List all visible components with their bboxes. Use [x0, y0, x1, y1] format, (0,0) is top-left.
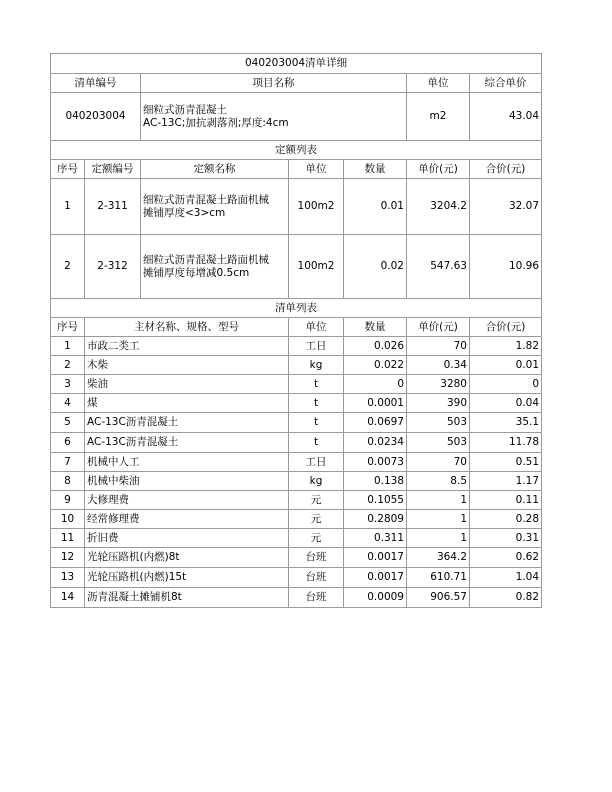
material-unit: t: [289, 375, 344, 394]
material-qty: 0.022: [344, 356, 407, 375]
quota-total: 10.96: [470, 235, 542, 299]
material-name: 机械中柴油: [85, 472, 289, 491]
bill-row: [51, 93, 542, 141]
material-unit: t: [289, 413, 344, 433]
material-unit: 台班: [289, 568, 344, 588]
materials-header-name: 主材名称、规格、型号: [85, 318, 289, 337]
quota-price: 547.63: [407, 235, 470, 299]
material-qty: 0: [344, 375, 407, 394]
material-unit: t: [289, 433, 344, 453]
material-qty: 0.0001: [344, 394, 407, 413]
materials-header-unit: 单位: [289, 318, 344, 337]
material-row: [51, 568, 542, 588]
material-unit: t: [289, 394, 344, 413]
material-name: 沥青混凝土摊铺机8t: [85, 588, 289, 608]
material-name: 煤: [85, 394, 289, 413]
material-total: 0.31: [470, 529, 542, 548]
material-no: 4: [51, 394, 85, 413]
material-row: [51, 491, 542, 510]
material-total: 1.04: [470, 568, 542, 588]
material-total: 35.1: [470, 413, 542, 433]
bill-name-line2: AC-13C;加抗剥落剂;厚度:4cm: [143, 116, 289, 129]
material-row: [51, 510, 542, 529]
material-price: 70: [407, 337, 470, 356]
quota-name-line1: 细粒式沥青混凝土路面机械: [143, 253, 269, 266]
quota-name-line1: 细粒式沥青混凝土路面机械: [143, 193, 269, 206]
material-unit: 元: [289, 491, 344, 510]
material-price: 503: [407, 433, 470, 453]
material-qty: 0.1055: [344, 491, 407, 510]
quota-name: [141, 179, 289, 235]
material-no: 7: [51, 453, 85, 472]
material-name: 折旧费: [85, 529, 289, 548]
quota-no: 2: [51, 235, 85, 299]
material-row: [51, 548, 542, 568]
material-unit: 元: [289, 529, 344, 548]
material-row: [51, 413, 542, 433]
material-qty: 0.0017: [344, 568, 407, 588]
material-name: 光轮压路机(内燃)15t: [85, 568, 289, 588]
material-unit: 工日: [289, 453, 344, 472]
quota-unit: 100m2: [289, 179, 344, 235]
material-name: 经常修理费: [85, 510, 289, 529]
sheet-title: 040203004清单详细: [51, 54, 542, 74]
quota-header-unit: 单位: [289, 160, 344, 179]
materials-header-price: 单价(元): [407, 318, 470, 337]
material-unit: 台班: [289, 548, 344, 568]
quota-header-code: 定额编号: [85, 160, 141, 179]
quota-header-name: 定额名称: [141, 160, 289, 179]
material-total: 0.62: [470, 548, 542, 568]
material-no: 14: [51, 588, 85, 608]
bill-header-row: [51, 74, 542, 93]
bill-detail-table: [50, 53, 542, 608]
material-unit: 台班: [289, 588, 344, 608]
quota-code: 2-311: [85, 179, 141, 235]
material-name: AC-13C沥青混凝土: [85, 433, 289, 453]
material-total: 0.82: [470, 588, 542, 608]
material-name: 柴油: [85, 375, 289, 394]
quota-section-title: 定额列表: [51, 141, 542, 160]
quota-header-row: [51, 160, 542, 179]
material-price: 1: [407, 510, 470, 529]
material-no: 12: [51, 548, 85, 568]
materials-header-no: 序号: [51, 318, 85, 337]
material-name: 机械中人工: [85, 453, 289, 472]
material-qty: 0.2809: [344, 510, 407, 529]
material-row: [51, 337, 542, 356]
material-total: 0.51: [470, 453, 542, 472]
bill-header-unit: 单位: [407, 74, 470, 93]
material-row: [51, 588, 542, 608]
material-price: 0.34: [407, 356, 470, 375]
material-unit: kg: [289, 356, 344, 375]
quota-header-price: 单价(元): [407, 160, 470, 179]
quota-header-total: 合价(元): [470, 160, 542, 179]
quota-unit: 100m2: [289, 235, 344, 299]
materials-header-qty: 数量: [344, 318, 407, 337]
material-no: 6: [51, 433, 85, 453]
quota-name-line2: 摊铺厚度每增减0.5cm: [143, 266, 250, 279]
quota-code: 2-312: [85, 235, 141, 299]
material-total: 1.82: [470, 337, 542, 356]
material-qty: 0.026: [344, 337, 407, 356]
material-qty: 0.0017: [344, 548, 407, 568]
material-name: 木柴: [85, 356, 289, 375]
material-name: 市政二类工: [85, 337, 289, 356]
material-qty: 0.0234: [344, 433, 407, 453]
material-row: [51, 453, 542, 472]
bill-price: 43.04: [470, 93, 542, 141]
quota-header-no: 序号: [51, 160, 85, 179]
quota-total: 32.07: [470, 179, 542, 235]
material-qty: 0.311: [344, 529, 407, 548]
material-qty: 0.0073: [344, 453, 407, 472]
material-no: 13: [51, 568, 85, 588]
material-price: 3280: [407, 375, 470, 394]
material-name: 大修理费: [85, 491, 289, 510]
material-total: 0.01: [470, 356, 542, 375]
material-price: 390: [407, 394, 470, 413]
materials-header-total: 合价(元): [470, 318, 542, 337]
material-unit: kg: [289, 472, 344, 491]
material-total: 0.11: [470, 491, 542, 510]
bill-code: 040203004: [51, 93, 141, 141]
material-price: 1: [407, 491, 470, 510]
quota-header-qty: 数量: [344, 160, 407, 179]
material-row: [51, 375, 542, 394]
material-row: [51, 433, 542, 453]
material-row: [51, 472, 542, 491]
bill-header-code: 清单编号: [51, 74, 141, 93]
material-no: 2: [51, 356, 85, 375]
material-price: 503: [407, 413, 470, 433]
material-price: 1: [407, 529, 470, 548]
material-no: 9: [51, 491, 85, 510]
quota-row: [51, 235, 542, 299]
material-name: 光轮压路机(内燃)8t: [85, 548, 289, 568]
material-qty: 0.0697: [344, 413, 407, 433]
material-unit: 元: [289, 510, 344, 529]
quota-name-line2: 摊铺厚度<3>cm: [143, 206, 226, 219]
material-qty: 0.0009: [344, 588, 407, 608]
bill-name-line1: 细粒式沥青混凝土: [143, 103, 227, 116]
material-total: 0: [470, 375, 542, 394]
material-no: 5: [51, 413, 85, 433]
material-row: [51, 529, 542, 548]
quota-row: [51, 179, 542, 235]
quota-qty: 0.02: [344, 235, 407, 299]
material-total: 11.78: [470, 433, 542, 453]
bill-header-price: 综合单价: [470, 74, 542, 93]
material-no: 8: [51, 472, 85, 491]
quota-qty: 0.01: [344, 179, 407, 235]
quota-price: 3204.2: [407, 179, 470, 235]
material-price: 70: [407, 453, 470, 472]
materials-section-title: 清单列表: [51, 299, 542, 318]
quota-name: [141, 235, 289, 299]
material-total: 0.04: [470, 394, 542, 413]
material-row: [51, 356, 542, 375]
material-name: AC-13C沥青混凝土: [85, 413, 289, 433]
material-unit: 工日: [289, 337, 344, 356]
material-qty: 0.138: [344, 472, 407, 491]
material-price: 906.57: [407, 588, 470, 608]
material-total: 1.17: [470, 472, 542, 491]
material-no: 3: [51, 375, 85, 394]
materials-header-row: [51, 318, 542, 337]
bill-name: [141, 93, 407, 141]
bill-unit: m2: [407, 93, 470, 141]
material-row: [51, 394, 542, 413]
material-no: 11: [51, 529, 85, 548]
material-price: 364.2: [407, 548, 470, 568]
material-total: 0.28: [470, 510, 542, 529]
material-no: 10: [51, 510, 85, 529]
material-price: 8.5: [407, 472, 470, 491]
bill-header-name: 项目名称: [141, 74, 407, 93]
material-price: 610.71: [407, 568, 470, 588]
quota-no: 1: [51, 179, 85, 235]
material-no: 1: [51, 337, 85, 356]
